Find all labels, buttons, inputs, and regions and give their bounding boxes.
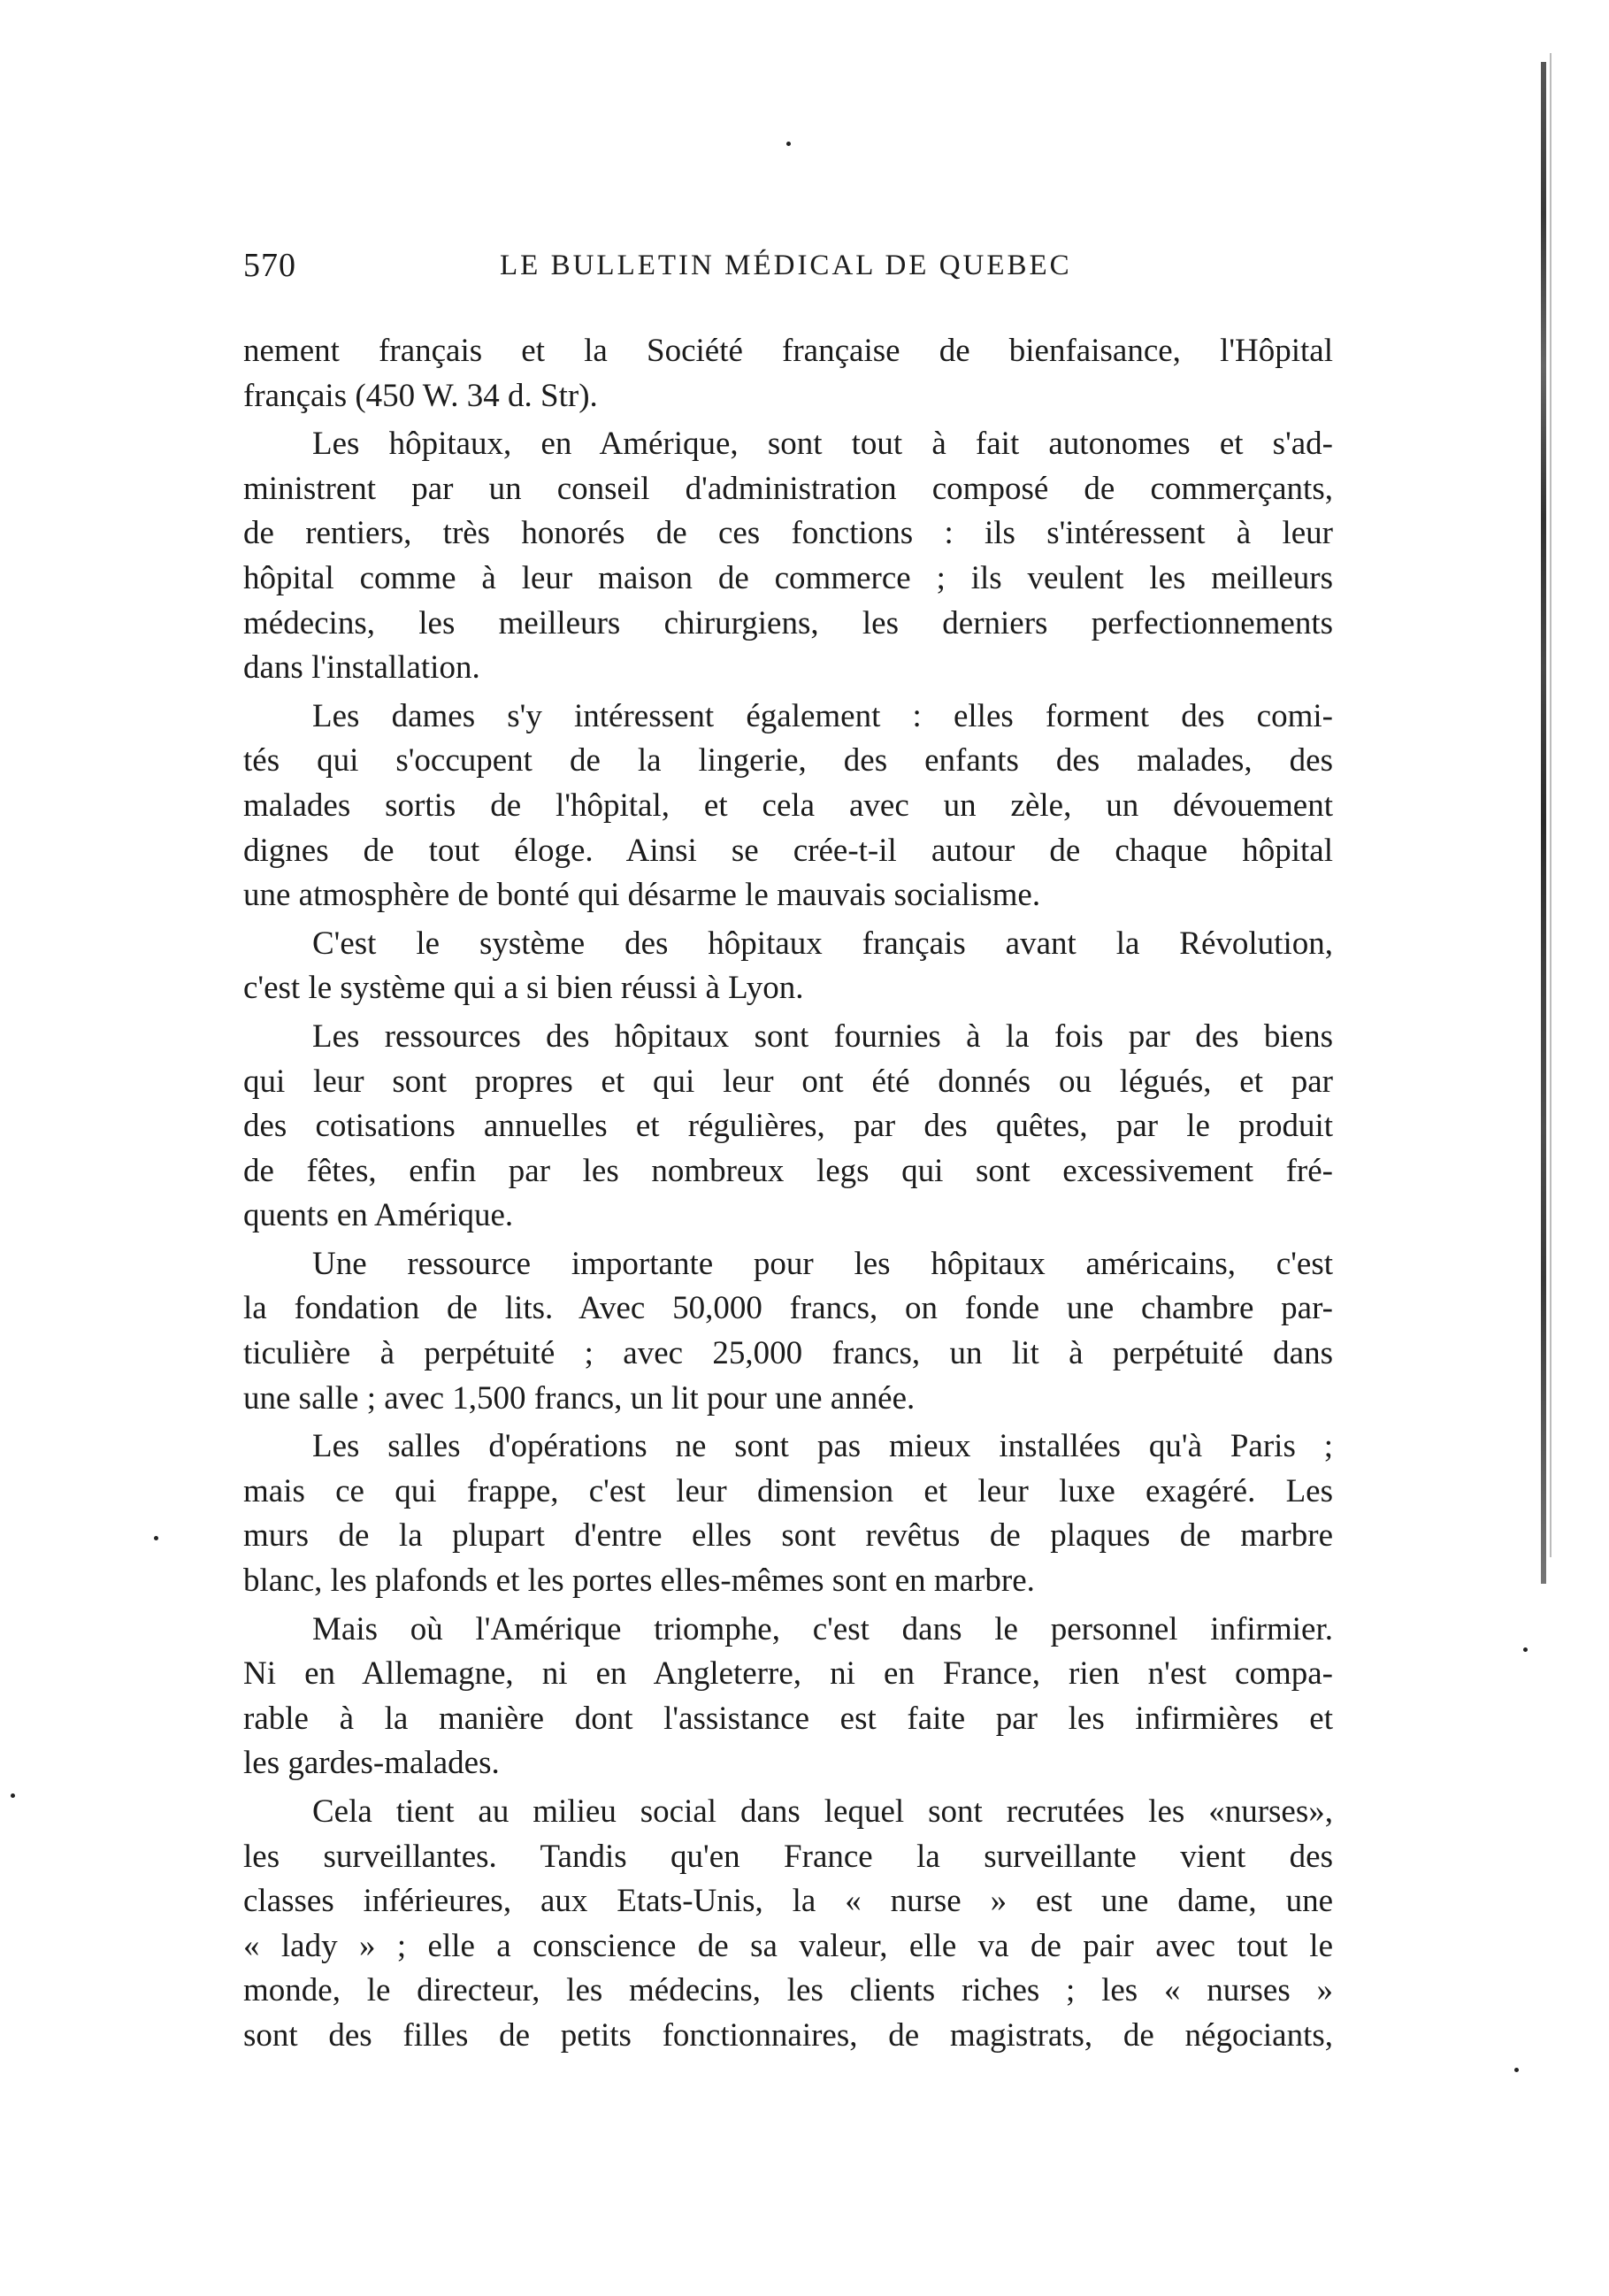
text-line: médecins, les meilleurs chirurgiens, les derniers perfectionnements: [243, 604, 1333, 641]
text-line: tés qui s'occupent de la lingerie, des enfants des malades, des: [243, 742, 1333, 779]
text-line: Cela tient au milieu social dans lequel sont recrutées les «nurses»,: [312, 1793, 1333, 1830]
paragraph: [243, 329, 1333, 419]
body-text: [243, 329, 1333, 2059]
text-line: blanc, les plafonds et les portes elles-mêmes sont en marbre.: [243, 1563, 1035, 1600]
text-line: monde, le directeur, les médecins, les clients riches ; les « nurses »: [243, 1972, 1333, 2009]
paragraph: [243, 922, 1333, 1011]
text-line: ticulière à perpétuité ; avec 25,000 francs, un lit à perpétuité dans: [243, 1335, 1333, 1372]
paragraph: [243, 1424, 1333, 1603]
scan-speck: [11, 1793, 15, 1798]
text-line: ministrent par un conseil d'administration composé de commerçants,: [243, 470, 1333, 507]
text-line: de rentiers, très honorés de ces fonctions : ils s'intéressent à leur: [243, 515, 1333, 552]
running-head: LE BULLETIN MÉDICAL DE QUEBEC: [500, 250, 1072, 281]
text-line: murs de la plupart d'entre elles sont revêtus de plaques de marbre: [243, 1517, 1333, 1555]
text-line: rable à la manière dont l'assistance est faite par les infirmières et: [243, 1700, 1333, 1737]
text-line: « lady » ; elle a conscience de sa valeur, elle va de pair avec tout le: [243, 1927, 1333, 1964]
scan-binding-edge: [1541, 62, 1546, 1584]
text-line: dans l'installation.: [243, 649, 480, 687]
text-line: dignes de tout éloge. Ainsi se crée-t-il autour de chaque hôpital: [243, 832, 1333, 869]
paragraph: [243, 695, 1333, 918]
text-line: classes inférieures, aux Etats-Unis, la « nurse » est une dame, une: [243, 1883, 1333, 1920]
text-line: une salle ; avec 1,500 francs, un lit pour une année.: [243, 1379, 916, 1417]
text-line: Les dames s'y intéressent également : elles forment des comi-: [312, 697, 1333, 734]
text-line: mais ce qui frappe, c'est leur dimension et leur luxe exagéré. Les: [243, 1472, 1333, 1509]
text-line: de fêtes, enfin par les nombreux legs qui sont excessivement fré-: [243, 1152, 1333, 1189]
scan-speck: [154, 1536, 158, 1540]
paragraph: [243, 1015, 1333, 1239]
text-line: hôpital comme à leur maison de commerce ; ils veulent les meilleurs: [243, 559, 1333, 596]
paragraph: [243, 422, 1333, 691]
text-line: Une ressource importante pour les hôpitaux américains, c'est: [312, 1245, 1333, 1282]
text-line: qui leur sont propres et qui leur ont été donnés ou légués, et par: [243, 1063, 1333, 1100]
text-line: la fondation de lits. Avec 50,000 francs, on fonde une chambre par-: [243, 1290, 1333, 1327]
page-header: [243, 246, 1128, 299]
text-line: les surveillantes. Tandis qu'en France la surveillante vient des: [243, 1838, 1333, 1875]
text-line: sont des filles de petits fonctionnaires, de magistrats, de négociants,: [243, 2016, 1333, 2054]
text-line: Les ressources des hôpitaux sont fournies à la fois par des biens: [312, 1017, 1333, 1055]
text-line: C'est le système des hôpitaux français avant la Révolution,: [312, 925, 1333, 962]
text-line: Les salles d'opérations ne sont pas mieux installées qu'à Paris ;: [312, 1428, 1333, 1465]
text-line: les gardes-malades.: [243, 1745, 500, 1782]
text-line: c'est le système qui a si bien réussi à Lyon.: [243, 970, 804, 1007]
text-line: nement français et la Société française de bienfaisance, l'Hôpital: [243, 333, 1333, 369]
text-line: quents en Amérique.: [243, 1197, 514, 1234]
text-line: des cotisations annuelles et régulières, par des quêtes, par le produit: [243, 1108, 1333, 1145]
paragraph: [243, 1608, 1333, 1786]
text-line: malades sortis de l'hôpital, et cela avec un zèle, un dévouement: [243, 787, 1333, 824]
text-line: français (450 W. 34 d. Str).: [243, 377, 598, 414]
text-line: une atmosphère de bonté qui désarme le mauvais socialisme.: [243, 877, 1041, 914]
scan-binding-shadow: [1550, 53, 1552, 1557]
paragraph: [243, 1242, 1333, 1421]
scan-speck: [786, 142, 791, 146]
page-number: 570: [243, 247, 296, 284]
text-line: Ni en Allemagne, ni en Angleterre, ni en France, rien n'est compa-: [243, 1655, 1333, 1693]
text-line: Mais où l'Amérique triomphe, c'est dans le personnel infirmier.: [312, 1610, 1333, 1647]
scan-speck: [1523, 1647, 1528, 1652]
paragraph: [243, 1790, 1333, 2059]
text-line: Les hôpitaux, en Amérique, sont tout à fait autonomes et s'ad-: [312, 426, 1333, 463]
scan-speck: [1514, 2068, 1519, 2072]
